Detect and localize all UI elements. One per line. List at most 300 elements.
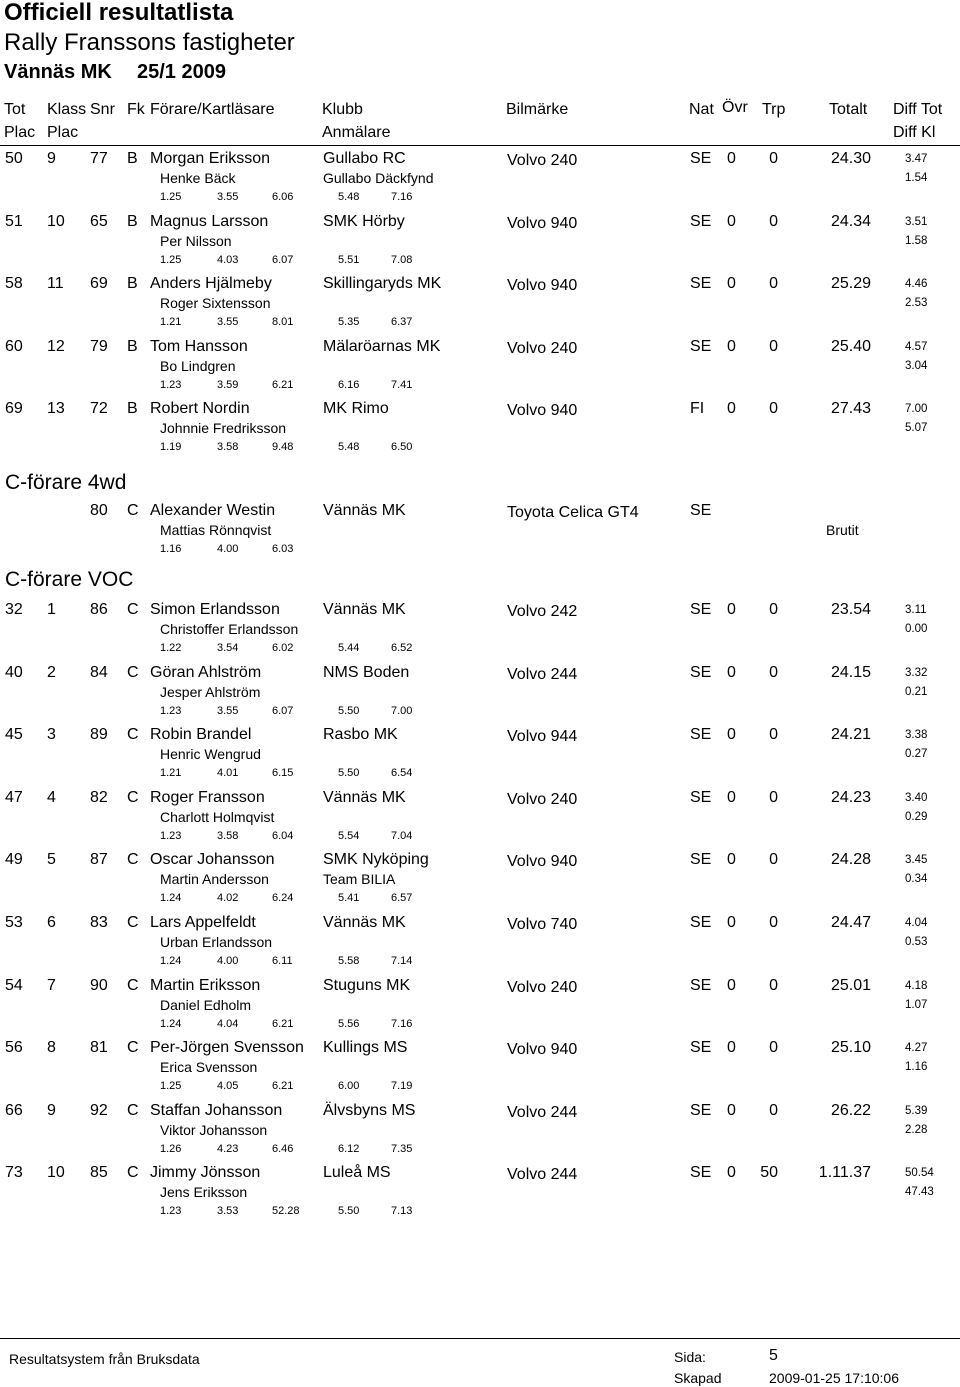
time-penalty: 0 xyxy=(769,726,778,744)
codriver-name: Roger Sixtensson xyxy=(160,295,271,312)
codriver-name: Daniel Edholm xyxy=(160,996,252,1013)
diff-total: 4.46 xyxy=(905,278,928,291)
driver-category: B xyxy=(127,150,138,167)
driver-name: Alexander Westin xyxy=(150,502,276,519)
total-place: 40 xyxy=(5,663,23,681)
stage-time: 1.16 xyxy=(160,543,182,555)
stage-time: 1.25 xyxy=(160,1080,182,1093)
club-name: MK Rimo xyxy=(323,400,389,418)
diff-total: 3.45 xyxy=(905,854,928,867)
nationality: FI xyxy=(690,400,705,418)
driver-name: Oscar Johansson xyxy=(150,851,275,869)
diff-class: 0.34 xyxy=(905,873,928,886)
other-penalty: 0 xyxy=(727,400,736,418)
other-penalty: 0 xyxy=(727,788,736,806)
nationality: SE xyxy=(690,275,712,293)
codriver-name: Erica Svensson xyxy=(160,1059,258,1076)
diff-class: 47.43 xyxy=(905,1186,934,1199)
total-time: 24.23 xyxy=(830,788,871,806)
time-penalty: 0 xyxy=(769,851,778,869)
other-penalty: 0 xyxy=(727,212,736,230)
stage-time: 6.52 xyxy=(391,642,413,654)
time-penalty: 0 xyxy=(769,1101,778,1119)
nationality: SE xyxy=(690,788,712,806)
stage-time: 6.21 xyxy=(272,1080,294,1093)
total-time: 25.29 xyxy=(830,275,871,293)
total-place: 66 xyxy=(5,1101,23,1119)
stage-time: 52.28 xyxy=(272,1205,300,1218)
stage-time: 4.04 xyxy=(217,1017,239,1030)
diff-total: 3.47 xyxy=(905,153,928,165)
footer-page-label: Sida: xyxy=(674,1349,706,1365)
stage-time: 1.25 xyxy=(160,191,182,203)
footer-page-number: 5 xyxy=(769,1347,778,1364)
nationality: SE xyxy=(690,1164,712,1182)
col-klubb: Klubb xyxy=(322,101,363,118)
time-penalty: 0 xyxy=(769,914,778,931)
car-make: Volvo 240 xyxy=(507,790,578,808)
other-penalty: 0 xyxy=(727,914,736,931)
stage-time: 7.04 xyxy=(391,829,413,842)
codriver-name: Martin Andersson xyxy=(160,871,269,888)
nationality: SE xyxy=(690,1039,712,1057)
car-make: Volvo 240 xyxy=(507,978,578,996)
driver-category: C xyxy=(127,1039,139,1057)
stage-time: 5.35 xyxy=(338,316,360,329)
car-make: Volvo 240 xyxy=(507,152,578,169)
codriver-name: Bo Lindgren xyxy=(160,357,236,374)
stage-time: 1.23 xyxy=(160,378,182,391)
total-place: 58 xyxy=(5,275,23,293)
start-number: 85 xyxy=(90,1164,108,1182)
stage-time: 7.13 xyxy=(391,1205,413,1218)
club-name: SMK Hörby xyxy=(323,212,405,230)
driver-category: B xyxy=(127,337,138,355)
stage-time: 3.55 xyxy=(217,704,239,717)
diff-class: 0.27 xyxy=(905,748,928,761)
other-penalty: 0 xyxy=(727,337,736,355)
total-place: 73 xyxy=(5,1164,23,1182)
codriver-name: Mattias Rönnqvist xyxy=(160,522,272,538)
class-place: 11 xyxy=(47,275,64,293)
stage-time: 6.16 xyxy=(338,378,360,391)
car-make: Volvo 940 xyxy=(507,402,578,420)
event-date: 25/1 2009 xyxy=(137,61,226,83)
col-klass: Klass xyxy=(47,101,87,118)
time-penalty: 0 xyxy=(769,337,778,355)
nationality: SE xyxy=(690,502,712,519)
other-penalty: 0 xyxy=(727,726,736,744)
stage-time: 6.04 xyxy=(272,829,294,842)
organizer-club: Vännäs MK xyxy=(4,61,112,83)
class-place: 8 xyxy=(47,1039,56,1057)
total-time: 24.28 xyxy=(830,851,871,869)
diff-class: 0.53 xyxy=(905,936,928,948)
stage-time: 6.57 xyxy=(391,892,413,905)
entrant-name: Team BILIA xyxy=(323,871,396,888)
driver-name: Göran Ahlström xyxy=(150,663,262,681)
class-place: 5 xyxy=(47,851,56,869)
start-number: 72 xyxy=(90,400,108,418)
other-penalty: 0 xyxy=(727,275,736,293)
entrant-name: Gullabo Däckfynd xyxy=(323,170,434,186)
stage-time: 5.44 xyxy=(338,642,360,654)
car-make: Volvo 940 xyxy=(507,1041,578,1059)
other-penalty: 0 xyxy=(727,1039,736,1057)
car-make: Volvo 940 xyxy=(507,277,578,295)
total-time: 25.01 xyxy=(830,976,871,994)
diff-total: 3.40 xyxy=(905,791,928,804)
nationality: SE xyxy=(690,150,712,167)
stage-time: 7.16 xyxy=(391,191,413,203)
time-penalty: 0 xyxy=(769,663,778,681)
total-time: 25.40 xyxy=(830,337,871,355)
col-bilmarke: Bilmärke xyxy=(506,101,569,118)
stage-time: 6.12 xyxy=(338,1142,360,1155)
stage-time: 7.35 xyxy=(391,1142,413,1155)
stage-time: 6.24 xyxy=(272,892,294,905)
stage-time: 7.16 xyxy=(391,1017,413,1030)
stage-time: 5.48 xyxy=(338,441,360,454)
diff-total: 50.54 xyxy=(905,1167,934,1180)
stage-time: 8.01 xyxy=(272,316,294,329)
stage-time: 1.23 xyxy=(160,704,182,717)
codriver-name: Jens Eriksson xyxy=(160,1184,248,1201)
stage-time: 6.02 xyxy=(272,642,294,654)
driver-name: Per-Jörgen Svensson xyxy=(150,1039,304,1057)
diff-total: 4.18 xyxy=(905,979,928,992)
class-place: 1 xyxy=(47,601,56,618)
total-place: 45 xyxy=(5,726,23,744)
col-tot: Tot xyxy=(4,101,26,118)
driver-name: Martin Eriksson xyxy=(150,976,261,994)
stage-time: 6.06 xyxy=(272,191,294,203)
car-make: Volvo 240 xyxy=(507,339,578,357)
stage-time: 6.21 xyxy=(272,378,294,391)
driver-name: Simon Erlandsson xyxy=(150,601,280,618)
other-penalty: 0 xyxy=(727,851,736,869)
class-place: 4 xyxy=(47,788,56,806)
stage-time: 3.58 xyxy=(217,441,239,454)
driver-name: Morgan Eriksson xyxy=(150,150,271,167)
club-name: Gullabo RC xyxy=(323,150,406,167)
stage-time: 6.15 xyxy=(272,767,294,780)
start-number: 80 xyxy=(90,502,108,519)
club-name: Vännäs MK xyxy=(323,502,406,519)
stage-time: 1.21 xyxy=(160,767,182,780)
col-forare: Förare/Kartläsare xyxy=(150,101,275,118)
club-name: Stuguns MK xyxy=(323,976,411,994)
driver-category: C xyxy=(127,1101,139,1119)
driver-name: Magnus Larsson xyxy=(150,212,269,230)
class-place: 10 xyxy=(47,212,65,230)
driver-name: Anders Hjälmeby xyxy=(150,275,272,293)
stage-time: 1.19 xyxy=(160,441,182,454)
car-make: Volvo 944 xyxy=(507,728,578,746)
total-time: 24.47 xyxy=(830,914,871,931)
stage-time: 6.07 xyxy=(272,253,294,266)
start-number: 83 xyxy=(90,914,108,931)
total-place: 53 xyxy=(5,914,23,931)
stage-time: 1.22 xyxy=(160,642,182,654)
stage-time: 5.51 xyxy=(338,253,360,266)
diff-class: 1.16 xyxy=(905,1061,928,1074)
driver-name: Jimmy Jönsson xyxy=(150,1164,261,1182)
col-snr: Snr xyxy=(90,101,115,118)
total-place: 51 xyxy=(5,212,23,230)
nationality: SE xyxy=(690,726,712,744)
stage-time: 6.46 xyxy=(272,1142,294,1155)
class-place: 3 xyxy=(47,726,56,744)
col-nat: Nat xyxy=(689,101,714,118)
driver-category: C xyxy=(127,914,139,931)
footer-divider xyxy=(0,1338,960,1339)
stage-time: 3.55 xyxy=(217,316,239,329)
class-place: 9 xyxy=(47,150,56,167)
time-penalty: 0 xyxy=(769,976,778,994)
stage-time: 6.03 xyxy=(272,543,294,555)
stage-time: 4.23 xyxy=(217,1142,239,1155)
total-time: 24.34 xyxy=(830,212,871,230)
nationality: SE xyxy=(690,976,712,994)
stage-time: 7.14 xyxy=(391,955,413,967)
stage-time: 3.53 xyxy=(217,1205,239,1218)
start-number: 90 xyxy=(90,976,108,994)
other-penalty: 0 xyxy=(727,1164,736,1182)
col-anmalare: Anmälare xyxy=(322,124,391,141)
stage-time: 5.56 xyxy=(338,1017,360,1030)
car-make: Volvo 740 xyxy=(507,916,578,933)
club-name: Vännäs MK xyxy=(323,914,406,931)
start-number: 84 xyxy=(90,663,108,681)
stage-time: 1.23 xyxy=(160,1205,182,1218)
footer-created-label: Skapad xyxy=(674,1370,722,1386)
nationality: SE xyxy=(690,914,712,931)
stage-time: 6.37 xyxy=(391,316,413,329)
col-plac-tot: Plac xyxy=(4,124,36,141)
class-place: 2 xyxy=(47,663,56,681)
time-penalty: 50 xyxy=(760,1164,778,1182)
car-make: Volvo 242 xyxy=(507,603,578,620)
stage-time: 5.50 xyxy=(338,704,360,717)
col-plac-klass: Plac xyxy=(47,124,79,141)
diff-total: 3.11 xyxy=(905,604,927,616)
codriver-name: Urban Erlandsson xyxy=(160,934,273,950)
codriver-name: Henric Wengrud xyxy=(160,746,261,763)
club-name: SMK Nyköping xyxy=(323,851,429,869)
stage-time: 4.00 xyxy=(217,543,239,555)
nationality: SE xyxy=(690,212,712,230)
stage-time: 5.50 xyxy=(338,767,360,780)
start-number: 87 xyxy=(90,851,108,869)
codriver-name: Henke Bäck xyxy=(160,170,236,186)
stage-time: 1.21 xyxy=(160,316,182,329)
diff-total: 4.04 xyxy=(905,917,928,929)
driver-name: Robin Brandel xyxy=(150,726,252,744)
diff-class: 1.07 xyxy=(905,998,928,1011)
stage-time: 5.50 xyxy=(338,1205,360,1218)
driver-name: Staffan Johansson xyxy=(150,1101,283,1119)
total-time: 23.54 xyxy=(830,601,871,618)
stage-time: 6.21 xyxy=(272,1017,294,1030)
total-place: 47 xyxy=(5,788,23,806)
nationality: SE xyxy=(690,337,712,355)
stage-time: 1.24 xyxy=(160,892,182,905)
driver-category: C xyxy=(127,502,139,519)
footer-system: Resultatsystem från Bruksdata xyxy=(9,1351,200,1367)
total-time: 1.11.37 xyxy=(818,1164,871,1182)
other-penalty: 0 xyxy=(727,150,736,167)
class-place: 7 xyxy=(47,976,56,994)
diff-total: 3.32 xyxy=(905,666,928,679)
total-time: 25.10 xyxy=(830,1039,871,1057)
diff-class: 0.00 xyxy=(905,623,928,635)
stage-time: 4.02 xyxy=(217,892,239,905)
stage-time: 3.58 xyxy=(217,829,239,842)
footer-created: 2009-01-25 17:10:06 xyxy=(769,1370,899,1386)
page-title: Officiell resultatlista xyxy=(4,0,234,26)
stage-time: 5.54 xyxy=(338,829,360,842)
stage-time: 1.23 xyxy=(160,829,182,842)
stage-time: 3.59 xyxy=(217,378,239,391)
car-make: Volvo 244 xyxy=(507,1103,578,1121)
start-number: 79 xyxy=(90,337,108,355)
car-make: Volvo 940 xyxy=(507,214,578,232)
diff-class: 5.07 xyxy=(905,422,928,435)
stage-time: 7.19 xyxy=(391,1080,413,1093)
codriver-name: Jesper Ahlström xyxy=(160,683,261,700)
diff-total: 4.57 xyxy=(905,340,928,353)
diff-total: 7.00 xyxy=(905,403,928,416)
stage-time: 4.03 xyxy=(217,253,239,266)
codriver-name: Christoffer Erlandsson xyxy=(160,621,299,637)
start-number: 89 xyxy=(90,726,108,744)
driver-category: C xyxy=(127,976,139,994)
driver-category: C xyxy=(127,601,139,618)
start-number: 77 xyxy=(90,150,108,167)
class-place: 9 xyxy=(47,1101,56,1119)
driver-category: C xyxy=(127,663,139,681)
stage-time: 7.00 xyxy=(391,704,413,717)
time-penalty: 0 xyxy=(769,150,778,167)
stage-time: 3.54 xyxy=(217,642,239,654)
total-time: 26.22 xyxy=(830,1101,871,1119)
stage-time: 6.54 xyxy=(391,767,413,780)
driver-category: B xyxy=(127,400,138,418)
club-name: Luleå MS xyxy=(323,1164,391,1182)
driver-category: B xyxy=(127,275,138,293)
stage-time: 5.48 xyxy=(338,191,360,203)
time-penalty: 0 xyxy=(769,788,778,806)
stage-time: 6.00 xyxy=(338,1080,360,1093)
nationality: SE xyxy=(690,851,712,869)
codriver-name: Per Nilsson xyxy=(160,232,232,249)
diff-class: 0.29 xyxy=(905,810,928,823)
col-totalt: Totalt xyxy=(829,101,868,118)
time-penalty: 0 xyxy=(769,601,778,618)
time-penalty: 0 xyxy=(769,400,778,418)
driver-category: C xyxy=(127,726,139,744)
club-name: Mälaröarnas MK xyxy=(323,337,441,355)
diff-class: 0.21 xyxy=(905,685,928,698)
col-difftot: Diff Tot xyxy=(893,101,943,118)
total-time: 27.43 xyxy=(830,400,871,418)
stage-time: 7.41 xyxy=(391,378,413,391)
stage-time: 6.07 xyxy=(272,704,294,717)
stage-time: 1.26 xyxy=(160,1142,182,1155)
total-place: 49 xyxy=(5,851,23,869)
club-name: Kullings MS xyxy=(323,1039,408,1057)
club-name: Älvsbyns MS xyxy=(323,1101,416,1119)
stage-time: 4.01 xyxy=(217,767,239,780)
stage-time: 3.55 xyxy=(217,191,239,203)
other-penalty: 0 xyxy=(727,1101,736,1119)
codriver-name: Johnnie Fredriksson xyxy=(160,420,287,437)
total-place: 32 xyxy=(5,601,23,618)
driver-category: C xyxy=(127,788,139,806)
start-number: 92 xyxy=(90,1101,108,1119)
start-number: 86 xyxy=(90,601,108,618)
stage-time: 5.41 xyxy=(338,892,360,905)
stage-time: 9.48 xyxy=(272,441,294,454)
stage-time: 4.05 xyxy=(217,1080,239,1093)
stage-time: 6.11 xyxy=(272,955,293,967)
total-time: 24.30 xyxy=(830,150,871,167)
club-name: Rasbo MK xyxy=(323,726,398,744)
stage-time: 1.25 xyxy=(160,253,182,266)
car-make: Volvo 244 xyxy=(507,1166,578,1184)
section-title: C-förare VOC xyxy=(5,568,134,591)
nationality: SE xyxy=(690,1101,712,1119)
status-badge: Brutit xyxy=(826,522,859,538)
car-make: Volvo 940 xyxy=(507,853,578,871)
start-number: 69 xyxy=(90,275,108,293)
time-penalty: 0 xyxy=(769,1039,778,1057)
other-penalty: 0 xyxy=(727,601,736,618)
class-place: 12 xyxy=(47,337,65,355)
diff-class: 3.04 xyxy=(905,359,928,372)
col-diffkl: Diff Kl xyxy=(893,124,936,141)
other-penalty: 0 xyxy=(727,976,736,994)
codriver-name: Charlott Holmqvist xyxy=(160,808,275,825)
stage-time: 4.00 xyxy=(217,955,239,967)
club-name: Vännäs MK xyxy=(323,601,406,618)
stage-time: 1.24 xyxy=(160,955,182,967)
time-penalty: 0 xyxy=(769,275,778,293)
club-name: Skillingaryds MK xyxy=(323,275,442,293)
driver-name: Tom Hansson xyxy=(150,337,248,355)
event-name: Rally Franssons fastigheter xyxy=(4,29,295,56)
other-penalty: 0 xyxy=(727,663,736,681)
diff-total: 3.38 xyxy=(905,729,928,742)
stage-time: 1.24 xyxy=(160,1017,182,1030)
nationality: SE xyxy=(690,601,712,618)
start-number: 65 xyxy=(90,212,108,230)
header-divider xyxy=(0,145,960,146)
total-time: 24.15 xyxy=(830,663,871,681)
total-place: 50 xyxy=(5,150,23,167)
diff-class: 2.53 xyxy=(905,297,928,310)
total-place: 56 xyxy=(5,1039,23,1057)
club-name: NMS Boden xyxy=(323,663,410,681)
nationality: SE xyxy=(690,663,712,681)
car-make: Volvo 244 xyxy=(507,665,578,683)
diff-class: 2.28 xyxy=(905,1123,928,1136)
driver-name: Lars Appelfeldt xyxy=(150,914,256,931)
stage-time: 7.08 xyxy=(391,253,413,266)
stage-time: 6.50 xyxy=(391,441,413,454)
diff-class: 1.58 xyxy=(905,234,928,247)
